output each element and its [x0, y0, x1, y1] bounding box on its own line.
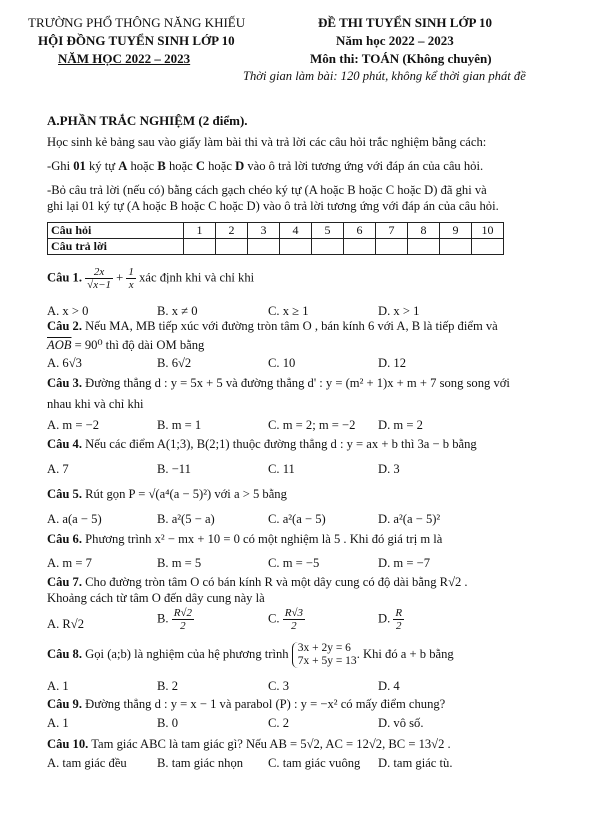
q1-option-b: B. x ≠ 0	[157, 304, 198, 318]
fraction: $\frac{2x}{√x-1}$	[87, 266, 111, 291]
q5-option-a: A. a(a − 5)	[47, 512, 102, 526]
q10-option-d: D. tam giác tù.	[378, 756, 453, 770]
q4-option-c: C. 11	[268, 462, 295, 476]
q6-option-d: D. m = −7	[378, 556, 430, 570]
q2-option-c: C. 10	[268, 356, 296, 370]
answer-cell	[408, 239, 440, 255]
q8-option-c: C. 3	[268, 679, 289, 693]
q7-option-c: C. $\frac{R√3}{2}$	[268, 607, 303, 632]
question-7-line2: Khoảng cách từ tâm O đến dây cung này là	[47, 591, 265, 605]
table-row	[48, 239, 504, 255]
q9-option-d: D. vô số.	[378, 716, 424, 730]
answer-cell	[312, 239, 344, 255]
q2-option-a: A. 6√3	[47, 356, 82, 370]
answer-cell	[280, 239, 312, 255]
council-name: HỘI ĐỒNG TUYỂN SINH LỚP 10	[38, 33, 235, 48]
q3-option-c: C. m = 2; m = −2	[268, 418, 356, 432]
exam-title: ĐỀ THI TUYỂN SINH LỚP 10	[318, 15, 492, 30]
question-10: Câu 10. Tam giác ABC là tam giác gì? Nếu AB = 5√2, AC = 12√2, BC = 13√2 .	[47, 737, 451, 751]
exam-subject: Môn thi: TOÁN (Không chuyên)	[310, 51, 492, 66]
answer-cell	[344, 239, 376, 255]
q3-option-b: B. m = 1	[157, 418, 202, 432]
q4-option-a: A. 7	[47, 462, 69, 476]
question-number: 5	[312, 223, 344, 239]
question-number: 7	[376, 223, 408, 239]
instruction-4: ghi lại 01 ký tự (A hoặc B hoặc C hoặc D) vào ô trả lời tương ứng với đáp án của câu hỏi.	[47, 199, 499, 213]
question-number: 3	[248, 223, 280, 239]
instruction-3: -Bỏ câu trả lời (nếu có) bằng cách gạch chéo ký tự (A hoặc B hoặc C hoặc D) đã ghi và	[47, 183, 487, 197]
instruction-2: -Ghi 01 ký tự A hoặc B hoặc C hoặc D vào ô trả lời tương ứng với đáp án của câu hỏi.	[47, 159, 484, 173]
q5-option-d: D. a²(a − 5)²	[378, 512, 441, 526]
equation-system: 3x + 2y = 6 7x + 5y = 13	[292, 642, 357, 668]
q7-option-d: D. $\frac{R}{2}$	[378, 607, 403, 632]
exam-year: Năm học 2022 – 2023	[336, 33, 454, 48]
q6-option-b: B. m = 5	[157, 556, 202, 570]
instruction-1: Học sinh kẻ bảng sau vào giấy làm bài thi và trả lời các câu hỏi trắc nghiệm bằng cách:	[47, 135, 487, 149]
question-7: Câu 7. Cho đường tròn tâm O có bán kính R và một dây cung có độ dài bằng R√2 .	[47, 575, 468, 589]
question-number: 9	[440, 223, 472, 239]
row-label-answer: Câu trả lời	[48, 239, 184, 255]
q8-option-b: B. 2	[157, 679, 178, 693]
question-2-line2: $\overline{AOB} = 90^0$ thì độ dài OM bằng	[47, 338, 205, 352]
q4-option-d: D. 3	[378, 462, 400, 476]
q7-option-a: A. R√2	[47, 617, 85, 631]
question-3: Câu 3. Đường thẳng d : y = 5x + 5 và đường thẳng d' : y = (m² + 1)x + m + 7 song song với	[47, 376, 510, 390]
table-row	[48, 223, 504, 239]
question-number: 10	[472, 223, 504, 239]
q10-option-b: B. tam giác nhọn	[157, 756, 244, 770]
row-label-question: Câu hỏi	[48, 223, 184, 239]
question-number: 8	[408, 223, 440, 239]
q4-option-b: B. −11	[157, 462, 191, 476]
fraction: $\frac{1}{x}$	[128, 266, 134, 291]
question-4: Câu 4. Nếu các điểm A(1;3), B(2;1) thuộc đường thẳng d : y = ax + b thì 3a − b bằng	[47, 437, 477, 451]
question-number: 6	[344, 223, 376, 239]
q1-option-c: C. x ≥ 1	[268, 304, 309, 318]
q3-option-a: A. m = −2	[47, 418, 99, 432]
answer-cell	[440, 239, 472, 255]
question-number: 4	[280, 223, 312, 239]
question-8: Câu 8. Gọi (a;b) là nghiệm của hệ phương trình 3x + 2y = 6 7x + 5y = 13. Khi đó a + b bằng	[47, 642, 454, 667]
q3-option-d: D. m = 2	[378, 418, 423, 432]
q9-option-b: B. 0	[157, 716, 178, 730]
q6-option-a: A. m = 7	[47, 556, 92, 570]
q9-option-a: A. 1	[47, 716, 69, 730]
question-number: 1	[184, 223, 216, 239]
answer-cell	[184, 239, 216, 255]
answer-cell	[472, 239, 504, 255]
question-number: 2	[216, 223, 248, 239]
section-title: A.PHẦN TRẮC NGHIỆM (2 điểm).	[47, 113, 248, 128]
q1-option-d: D. x > 1	[378, 304, 420, 318]
q7-option-b: B. $\frac{R√2}{2}$	[157, 607, 192, 632]
q6-option-c: C. m = −5	[268, 556, 320, 570]
exam-duration: Thời gian làm bài: 120 phút, không kể thời gian phát đề	[243, 69, 526, 83]
school-year: NĂM HỌC 2022 – 2023	[58, 51, 191, 66]
question-3-line2: nhau khi và chỉ khi	[47, 397, 144, 411]
q8-option-d: D. 4	[378, 679, 400, 693]
q1-option-a: A. x > 0	[47, 304, 89, 318]
q10-option-c: C. tam giác vuông	[268, 756, 361, 770]
q10-option-a: A. tam giác đều	[47, 756, 127, 770]
q9-option-c: C. 2	[268, 716, 289, 730]
question-1: Câu 1. $\frac{2x}{√x-1}$ + $\frac{1}{x}$ xác định khi và chỉ khi	[47, 266, 255, 291]
answer-cell	[376, 239, 408, 255]
q5-option-c: C. a²(a − 5)	[268, 512, 326, 526]
q8-option-a: A. 1	[47, 679, 69, 693]
q5-option-b: B. a²(5 − a)	[157, 512, 215, 526]
answer-cell	[216, 239, 248, 255]
question-5: Câu 5. Rút gọn P = √(a⁴(a − 5)²) với a > 5 bằng	[47, 487, 287, 501]
answer-table	[47, 222, 504, 255]
school-name: TRƯỜNG PHỔ THÔNG NĂNG KHIẾU	[28, 15, 246, 30]
question-6: Câu 6. Phương trình x² − mx + 10 = 0 có một nghiệm là 5 . Khi đó giá trị m là	[47, 532, 443, 546]
question-2: Câu 2. Nếu MA, MB tiếp xúc với đường tròn tâm O , bán kính 6 với A, B là tiếp điểm và	[47, 319, 498, 333]
q2-option-b: B. 6√2	[157, 356, 192, 370]
q2-option-d: D. 12	[378, 356, 406, 370]
answer-cell	[248, 239, 280, 255]
question-9: Câu 9. Đường thẳng d : y = x − 1 và parabol (P) : y = −x² có mấy điểm chung?	[47, 697, 446, 711]
